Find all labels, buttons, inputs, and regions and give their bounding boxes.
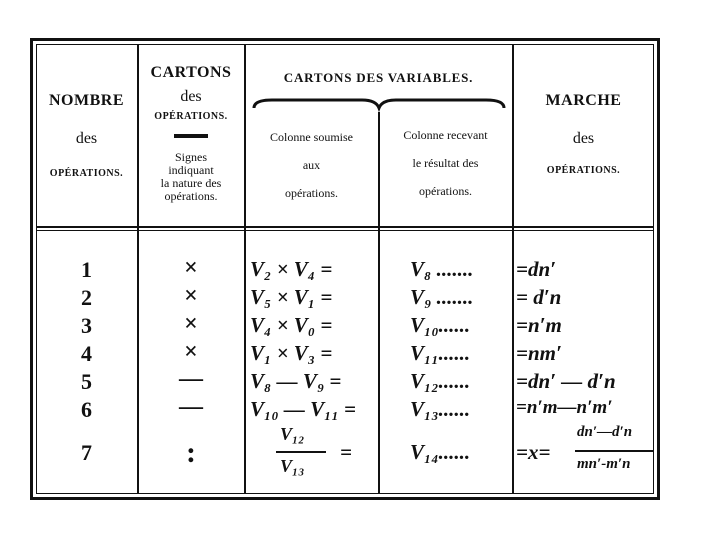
row-3-operation: × <box>184 311 198 337</box>
header-marche: MARCHE <box>545 92 622 109</box>
row-7-number: 7 <box>81 440 92 465</box>
row-4-operation: × <box>184 339 198 365</box>
row-6-number: 6 <box>81 397 92 422</box>
header-cartons-des: des <box>180 88 202 105</box>
header-marche-operations: OPÉRATIONS. <box>546 165 621 176</box>
col-divider-2 <box>244 44 246 494</box>
header-nombre-des: des <box>75 130 98 147</box>
row-6-target: V₁₃...... <box>410 397 471 421</box>
header-indiquant: indiquant <box>168 163 214 177</box>
header-separator-2 <box>36 230 654 231</box>
row-1-target: V₈ ....... <box>410 257 474 281</box>
header-operations-left: opérations. <box>285 186 338 200</box>
header-signes: Signes <box>174 150 207 164</box>
header-brace <box>252 96 506 112</box>
header-marche-des: des <box>572 130 595 147</box>
row-7-frac-line <box>276 451 326 453</box>
row-7-equals: = <box>340 440 352 464</box>
row-6-expression: V₁₀ — V₁₁ = <box>250 397 357 421</box>
row-4-result: =nm′ <box>516 341 562 365</box>
row-4-expression: V₁ × V₃ = <box>250 341 333 365</box>
row-7-result-denominator: mn′-m′n <box>577 456 631 472</box>
header-resultat: le résultat des <box>412 156 479 170</box>
row-2-result: = d′n <box>516 285 562 309</box>
header-nombre-operations: OPÉRATIONS. <box>49 168 124 179</box>
header-nature: la nature des <box>160 176 222 190</box>
row-3-target: V₁₀...... <box>410 313 471 337</box>
header-cartons-operations: OPÉRATIONS. <box>154 111 228 122</box>
row-7-result-numerator: dn′—d′n <box>577 424 633 440</box>
row-5-number: 5 <box>81 369 92 394</box>
row-4-target: V₁₁...... <box>410 341 471 365</box>
row-1-number: 1 <box>81 257 92 282</box>
row-2-operation: × <box>184 283 198 309</box>
row-2-target: V₉ ....... <box>410 285 474 309</box>
row-6-operation: — <box>179 394 203 420</box>
row-5-target: V₁₂...... <box>410 369 471 393</box>
row-3-expression: V₄ × V₀ = <box>250 313 333 337</box>
header-cartons: CARTONS <box>150 64 232 81</box>
row-5-operation: — <box>179 366 203 392</box>
row-7-target: V₁₄...... <box>410 440 471 464</box>
header-operations-right: opérations. <box>419 184 472 198</box>
header-nombre: NOMBRE <box>49 92 124 109</box>
row-5-expression: V₈ — V₉ = <box>250 369 342 393</box>
header-cartons-dash <box>174 134 208 138</box>
header-separator <box>36 226 654 228</box>
row-2-expression: V₅ × V₁ = <box>250 285 333 309</box>
row-1-expression: V₂ × V₄ = <box>250 257 333 281</box>
row-5-result: =dn′ — d′n <box>516 369 616 393</box>
row-3-number: 3 <box>81 313 92 338</box>
row-1-result: =dn′ <box>516 257 557 281</box>
row-4-number: 4 <box>81 341 92 366</box>
row-1-operation: × <box>184 255 198 281</box>
row-7-frac-denominator: V₁₃ <box>280 456 305 476</box>
header-operations-sub: opérations. <box>164 189 218 203</box>
row-3-result: =n′m <box>516 313 562 337</box>
col-divider-4 <box>512 44 514 494</box>
header-colonne-recevant: Colonne recevant <box>403 128 488 142</box>
row-7-operation: : <box>186 436 196 469</box>
row-7-result-prefix: =x= <box>516 440 551 464</box>
row-6-result: =n′m—n′m′ <box>516 397 613 418</box>
header-colonne-soumise: Colonne soumise <box>270 130 353 144</box>
row-2-number: 2 <box>81 285 92 310</box>
header-aux: aux <box>302 158 321 172</box>
row-7-frac-numerator: V₁₂ <box>280 424 305 444</box>
row-7-result-frac-line <box>575 450 653 452</box>
header-cartons-variables: CARTONS DES VARIABLES. <box>283 70 474 85</box>
